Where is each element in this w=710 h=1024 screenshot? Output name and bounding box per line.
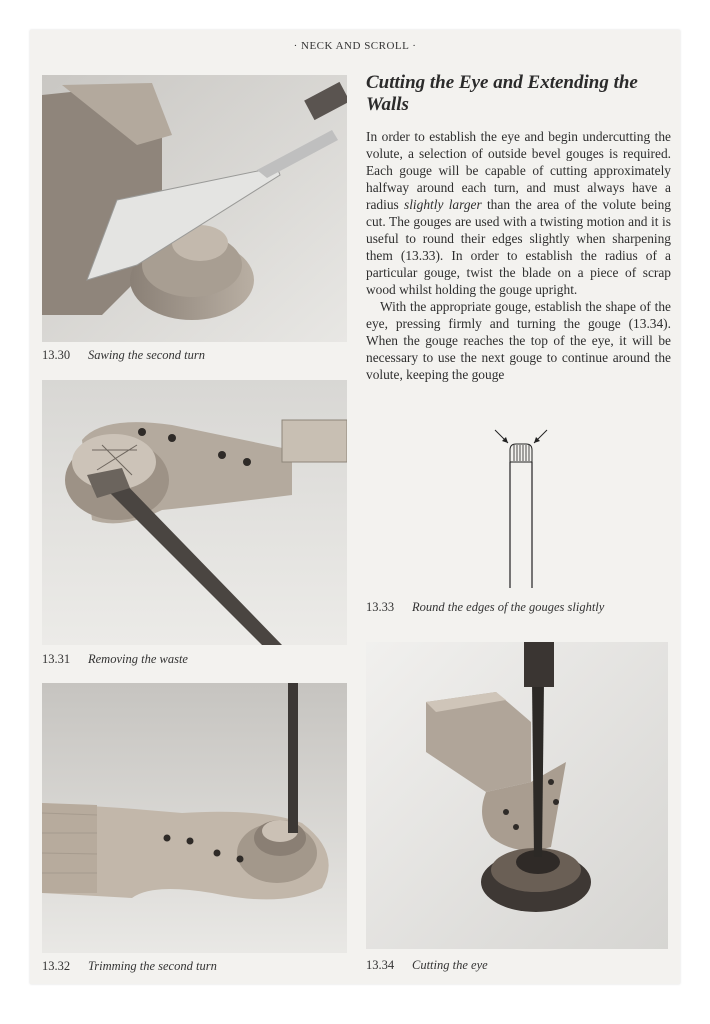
figure-13-34-caption — [366, 958, 488, 973]
figure-number: 13.31 — [42, 652, 71, 666]
figure-13-31-caption — [42, 652, 188, 667]
paragraph-1-emphasis: slightly larger — [404, 197, 482, 212]
figure-caption-text: Sawing the second turn — [88, 348, 206, 362]
figure-number: 13.34 — [366, 958, 395, 972]
figure-13-32-photo — [42, 683, 347, 953]
figure-caption-text: Round the edges of the gouges slightly — [412, 600, 605, 614]
figure-13-30-photo — [42, 75, 347, 342]
figure-13-30-caption — [42, 348, 205, 363]
figure-caption-text: Trimming the second turn — [88, 959, 217, 973]
paragraph-1 — [366, 128, 671, 298]
figure-13-33-caption — [366, 600, 604, 615]
figure-number: 13.32 — [42, 959, 71, 973]
figure-caption-text: Removing the waste — [88, 652, 188, 666]
section-heading: Cutting the Eye and Extending the Walls — [366, 72, 638, 115]
book-page — [30, 30, 680, 984]
figure-13-34-photo — [366, 642, 668, 949]
figure-13-32-caption — [42, 959, 217, 974]
body-text — [366, 128, 671, 383]
figure-13-31-photo — [42, 380, 347, 645]
running-head: · NECK AND SCROLL · — [293, 40, 417, 52]
paragraph-1-part-a: In order to establish the eye and begin undercutting the volute, a selection of outside bevel gouges is required. Each gouge will be capable of cutting approximately halfway around each turn, and must always have a radius — [366, 129, 671, 212]
figure-number: 13.33 — [366, 600, 395, 614]
paragraph-1-part-b: than the area of the volute being cut. The gouges are used with a twisting motion and it is useful to round their edges slightly when sharpening them (13.33). In order to establish the radius of a particular gouge, twist the blade on a piece of scrap wood whilst holding the gouge upright. — [366, 197, 671, 297]
paragraph-2: With the appropriate gouge, establish the shape of the eye, pressing firmly and turning the gouge (13.34). When the gouge reaches the top of the eye, it will be necessary to use the next gouge to continue around the volute, keeping the gouge — [366, 299, 671, 382]
figure-13-33-diagram — [475, 410, 565, 590]
figure-caption-text: Cutting the eye — [412, 958, 488, 972]
figure-number: 13.30 — [42, 348, 71, 362]
